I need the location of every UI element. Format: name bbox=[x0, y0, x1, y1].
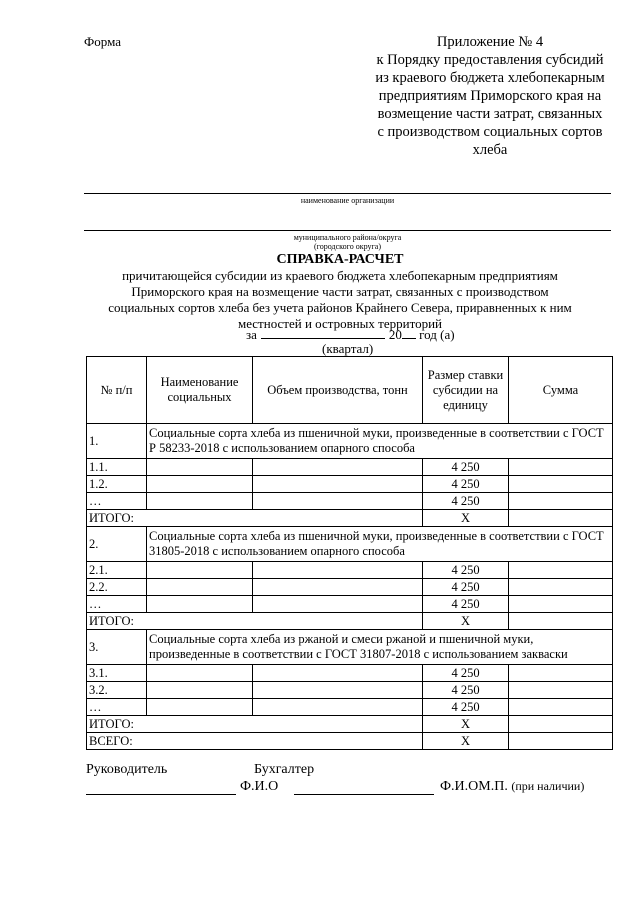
cell-name[interactable] bbox=[147, 682, 253, 699]
period-year-suffix: год (а) bbox=[419, 327, 455, 342]
calculation-table bbox=[86, 356, 613, 750]
subtitle-line: причитающейся субсидии из краевого бюджета хлебопекарным предприятиям bbox=[122, 268, 558, 283]
cell-volume[interactable] bbox=[253, 665, 423, 682]
subtitle-line: местностей и островных территорий bbox=[237, 316, 443, 331]
appendix-line: предприятиям Приморского края на bbox=[378, 88, 602, 104]
section-num: 3. bbox=[87, 630, 147, 665]
section-row bbox=[87, 527, 613, 562]
org-name-caption: наименование организации bbox=[300, 196, 395, 205]
section-num: 2. bbox=[87, 527, 147, 562]
head-fio-label: Ф.И.О bbox=[240, 779, 279, 794]
row-num: … bbox=[87, 493, 147, 510]
total-mark: X bbox=[423, 716, 509, 733]
cell-name[interactable] bbox=[147, 579, 253, 596]
section-title: Социальные сорта хлеба из пшеничной муки, произведенные в соответствии с ГОСТ 31805-2018 с использованием опарного способа bbox=[147, 527, 613, 562]
accountant-fio-label bbox=[440, 779, 584, 795]
period-prefix: за bbox=[246, 327, 257, 342]
cell-rate: 4 250 bbox=[423, 665, 509, 682]
appendix-line: Приложение № 4 bbox=[436, 34, 544, 50]
period-year-prefix: 20 bbox=[388, 327, 402, 342]
row-num: 2.1. bbox=[87, 562, 147, 579]
cell-volume[interactable] bbox=[253, 562, 423, 579]
accountant-signature-line[interactable] bbox=[294, 794, 434, 795]
section-num: 1. bbox=[87, 424, 147, 459]
cell-volume[interactable] bbox=[253, 493, 423, 510]
cell-name[interactable] bbox=[147, 493, 253, 510]
total-label: ИТОГО: bbox=[87, 613, 423, 630]
table-row bbox=[87, 699, 613, 716]
table-row bbox=[87, 493, 613, 510]
cell-rate: 4 250 bbox=[423, 493, 509, 510]
total-label: ИТОГО: bbox=[87, 510, 423, 527]
cell-rate: 4 250 bbox=[423, 459, 509, 476]
accountant-fio-text: Ф.И.ОМ.П. bbox=[440, 779, 508, 794]
header-rate: Размер ставки субсидии на единицу bbox=[423, 357, 509, 424]
cell-sum[interactable] bbox=[509, 562, 613, 579]
table-row bbox=[87, 476, 613, 493]
row-num: 3.1. bbox=[87, 665, 147, 682]
org-name-line bbox=[84, 193, 611, 194]
table-row bbox=[87, 682, 613, 699]
cell-sum[interactable] bbox=[509, 596, 613, 613]
district-line bbox=[84, 230, 611, 231]
accountant-label: Бухгалтер bbox=[254, 762, 315, 777]
cell-sum[interactable] bbox=[509, 476, 613, 493]
total-sum[interactable] bbox=[509, 716, 613, 733]
cell-sum[interactable] bbox=[509, 682, 613, 699]
section-title: Социальные сорта хлеба из пшеничной муки, произведенные в соответствии с ГОСТ Р 58233-2018 с использованием опарного способа bbox=[147, 424, 613, 459]
cell-rate: 4 250 bbox=[423, 579, 509, 596]
header-volume: Объем производства, тонн bbox=[253, 357, 423, 424]
table-row bbox=[87, 596, 613, 613]
period-blank bbox=[261, 327, 385, 339]
header-name: Наименование социальных bbox=[147, 357, 253, 424]
table-row bbox=[87, 562, 613, 579]
cell-rate: 4 250 bbox=[423, 699, 509, 716]
period-year-blank bbox=[402, 327, 416, 339]
cell-volume[interactable] bbox=[253, 682, 423, 699]
cell-rate: 4 250 bbox=[423, 476, 509, 493]
total-sum[interactable] bbox=[509, 613, 613, 630]
appendix-line: к Порядку предоставления субсидий bbox=[376, 52, 604, 68]
total-mark: X bbox=[423, 510, 509, 527]
cell-sum[interactable] bbox=[509, 699, 613, 716]
cell-rate: 4 250 bbox=[423, 682, 509, 699]
table-row bbox=[87, 579, 613, 596]
cell-name[interactable] bbox=[147, 665, 253, 682]
cell-name[interactable] bbox=[147, 699, 253, 716]
appendix-block bbox=[350, 33, 630, 159]
district-caption: муниципального района/округа bbox=[293, 233, 402, 242]
head-signature-line[interactable] bbox=[86, 794, 236, 795]
district-caption-sub: (городского округа) bbox=[314, 242, 381, 251]
head-label: Руководитель bbox=[86, 762, 168, 777]
table-header-row bbox=[87, 357, 613, 424]
cell-volume[interactable] bbox=[253, 459, 423, 476]
appendix-line: хлеба bbox=[472, 142, 508, 158]
header-num: № п/п bbox=[87, 357, 147, 424]
appendix-line: возмещение части затрат, связанных bbox=[377, 106, 603, 122]
cell-sum[interactable] bbox=[509, 579, 613, 596]
row-num: 1.1. bbox=[87, 459, 147, 476]
total-mark: X bbox=[423, 613, 509, 630]
row-num: … bbox=[87, 596, 147, 613]
appendix-line: с производством социальных сортов bbox=[377, 124, 603, 140]
cell-sum[interactable] bbox=[509, 459, 613, 476]
section-row bbox=[87, 630, 613, 665]
document-title: СПРАВКА-РАСЧЕТ bbox=[276, 252, 404, 267]
total-row bbox=[87, 510, 613, 527]
header-sum: Сумма bbox=[509, 357, 613, 424]
total-label: ИТОГО: bbox=[87, 716, 423, 733]
grand-total-row bbox=[87, 733, 613, 750]
table-row bbox=[87, 665, 613, 682]
row-num: 1.2. bbox=[87, 476, 147, 493]
cell-volume[interactable] bbox=[253, 476, 423, 493]
cell-volume[interactable] bbox=[253, 699, 423, 716]
row-num: 2.2. bbox=[87, 579, 147, 596]
grand-total-label: ВСЕГО: bbox=[87, 733, 423, 750]
cell-sum[interactable] bbox=[509, 665, 613, 682]
section-title: Социальные сорта хлеба из ржаной и смеси ржаной и пшеничной муки, произведенные в соответствии с ГОСТ 31807-2018 с использованием закваски bbox=[147, 630, 613, 665]
cell-rate: 4 250 bbox=[423, 562, 509, 579]
total-sum[interactable] bbox=[509, 510, 613, 527]
cell-name[interactable] bbox=[147, 459, 253, 476]
grand-total-sum[interactable] bbox=[509, 733, 613, 750]
cell-sum[interactable] bbox=[509, 493, 613, 510]
period-quarter: (квартал) bbox=[322, 341, 374, 356]
cell-volume[interactable] bbox=[253, 579, 423, 596]
cell-volume[interactable] bbox=[253, 596, 423, 613]
total-row bbox=[87, 613, 613, 630]
cell-name[interactable] bbox=[147, 476, 253, 493]
row-num: 3.2. bbox=[87, 682, 147, 699]
grand-total-mark: X bbox=[423, 733, 509, 750]
accountant-fio-note: (при наличии) bbox=[511, 779, 585, 793]
appendix-line: из краевого бюджета хлебопекарным bbox=[375, 70, 605, 86]
subtitle-line: Приморского края на возмещение части затрат, связанных с производством bbox=[131, 284, 549, 299]
form-label: Форма bbox=[84, 34, 121, 49]
total-row bbox=[87, 716, 613, 733]
cell-rate: 4 250 bbox=[423, 596, 509, 613]
row-num: … bbox=[87, 699, 147, 716]
cell-name[interactable] bbox=[147, 562, 253, 579]
section-row bbox=[87, 424, 613, 459]
cell-name[interactable] bbox=[147, 596, 253, 613]
document-subtitle bbox=[100, 268, 580, 332]
subtitle-line: социальных сортов хлеба без учета районов Крайнего Севера, приравненных к ним bbox=[108, 300, 572, 315]
table-row bbox=[87, 459, 613, 476]
